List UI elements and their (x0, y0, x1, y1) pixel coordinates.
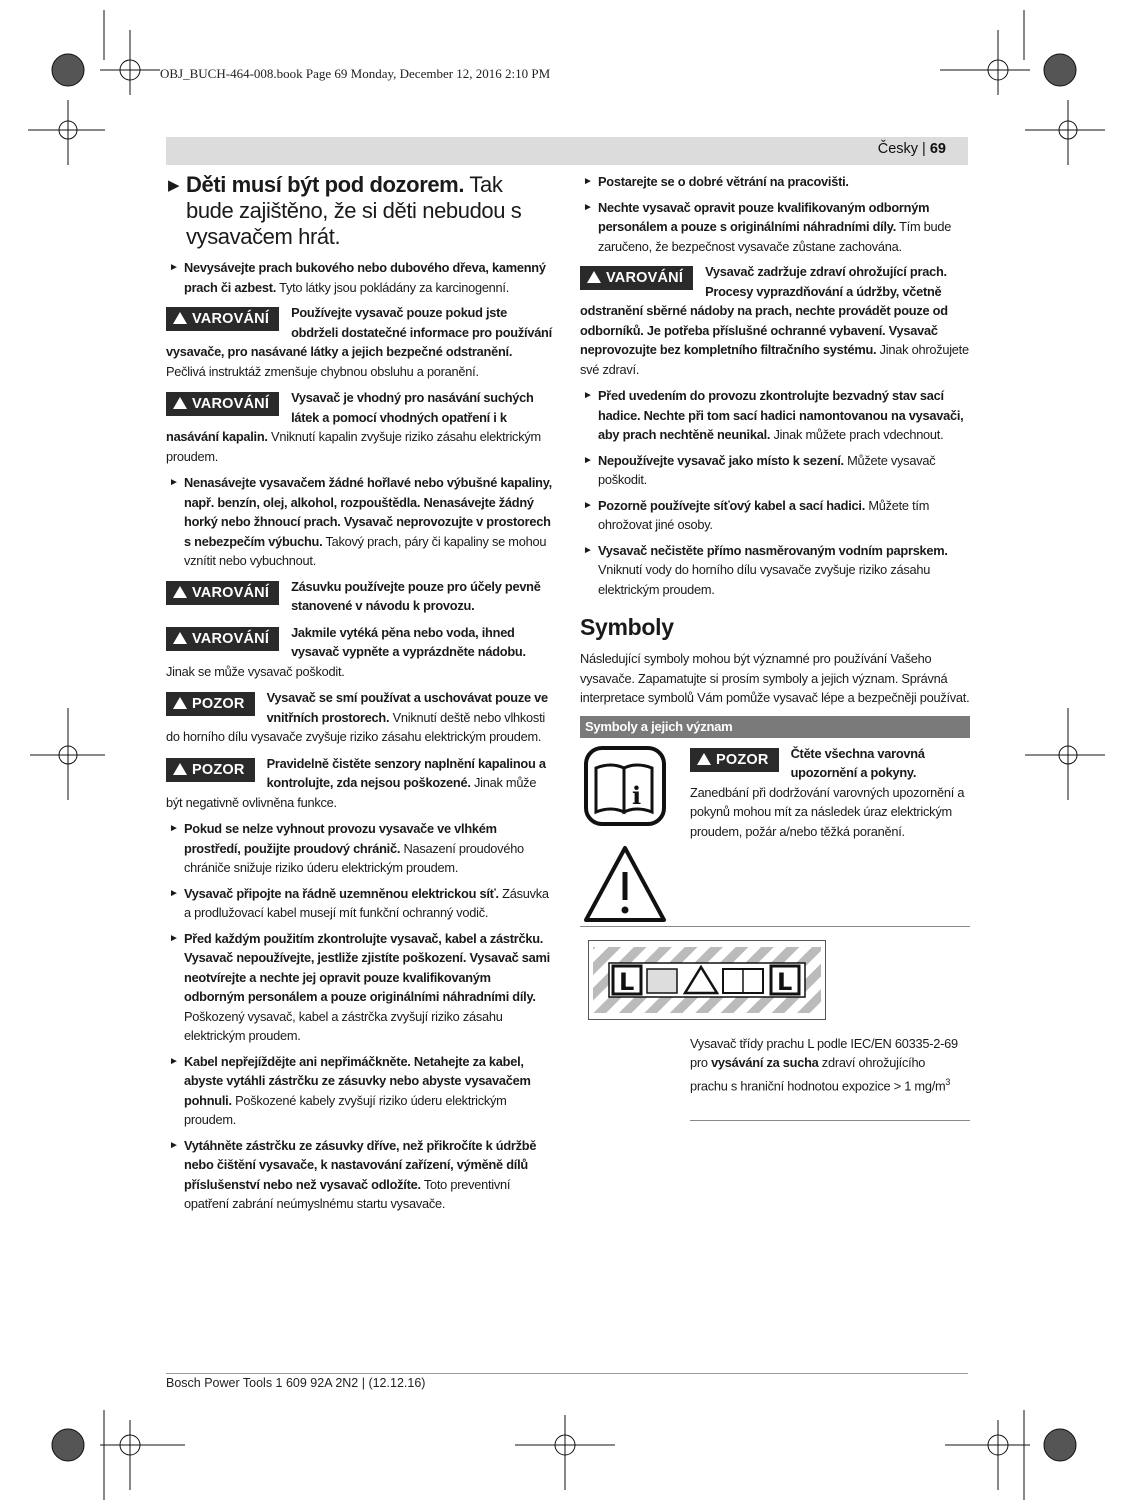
badge-label: VAROVÁNÍ (192, 584, 270, 601)
badge-label: POZOR (192, 696, 245, 712)
warning-badge (166, 307, 279, 331)
bullet-flammable: ► Nenasávejte vysavačem žádné hořlavé nebo výbušné kapaliny, např. benzín, olej, alkohol, rozpouštědla. Nenasávejte žádný horký nebo žhnoucí prach. Vysavač neprovozujte v prostorech s nebezpečím výbuchu. Takový prach, páry či kapaliny se mohou vznítit nebo vybuchnout. (169, 475, 552, 568)
badge-label: VAROVÁNÍ (192, 396, 270, 412)
text: Tím bude zaručeno, že bezpečnost vysavače zůstane zachována. (598, 219, 952, 254)
warning-triangle-icon (587, 271, 601, 283)
bold-text: Pravidelně čistěte senzory naplnění kapalinou a kontrolujte, zda nejsou poškozené. (266, 755, 546, 790)
symbol-icons (580, 744, 680, 930)
bullet-no-sitting: ► Nepoužívejte vysavač jako místo k sezení. Můžete vysavač poškodit. (583, 452, 936, 487)
text: Jinak může být negativně ovlivněna funkce. (166, 775, 537, 810)
warning-block (166, 388, 554, 466)
text: Jinak můžete prach vdechnout. (770, 427, 944, 442)
manual-and-warning-icons (580, 744, 672, 924)
text: Tyto látky jsou pokládány za karcinogenní. (276, 279, 510, 295)
symbol-row-dust-class (580, 932, 970, 1124)
caution-badge (166, 692, 255, 716)
book-left-page-icon (596, 765, 624, 812)
bullet-no-water-jet: ► Vysavač nečistěte přímo nasměrovaným vodním paprskem. Vniknutí vody do horního dílu vysavače zvyšuje riziko zásahu elektrickým proudem. (583, 542, 948, 597)
text: Tak bude zajištěno, že si děti nebudou s vysavačem hrát. (186, 172, 522, 249)
bold-text: Pokud se nelze vyhnout provozu vysavače ve vlhkém prostředí, použijte proudový chránič. (184, 821, 497, 856)
bold-text: Vysavač se smí používat a uschovávat pouze ve vnitřních prostorech. (266, 690, 548, 725)
bullet-check-before-use: ► Před každým použitím zkontrolujte vysavač, kabel a zástrčku. Vysavač nepoužívejte, jestliže zjistíte poškození. Vysavač sami neotvírejte a nechte jej opravit pouze kvalifikovaným odborným personálem a pouze originálními náhradními díly. Poškozený vysavač, kabel a zástrčka zvyšují riziko zásahu elektrickým proudem. (169, 930, 550, 1043)
symbol-row-read-instructions (580, 744, 970, 924)
warning-triangle-icon (697, 753, 711, 765)
text: Toto preventivní opatření zabrání neúmyslnému startu vysavače. (184, 1176, 511, 1211)
text: Vniknutí deště nebo vlhkosti do horního dílu vysavače zvyšuje riziko zásahu elektrickým proudem. (166, 709, 545, 744)
text: Takový prach, páry či kapaliny se mohou vznítit nebo vybuchnout. (184, 533, 547, 568)
text: Nasazení proudového chrániče snižuje riziko úderu elektrickým proudem. (184, 840, 524, 875)
text: Jinak se může vysavač poškodit. (166, 663, 345, 679)
warning-block (166, 623, 554, 682)
symbols-intro: Následující symboly mohou být významné pro používání Vašeho vysavače. Zapamatujte si prosím symboly a jejich význam. Správná interpretace symbolů Vám pomůže vysavač lépe a bezpečněji používat. (580, 651, 970, 705)
symbols-heading: Symboly (580, 614, 674, 640)
bold-text: Vysavač připojte na řádně uzemněnou elektrickou síť. (184, 885, 499, 901)
warning-triangle-icon (173, 763, 187, 775)
bullet-ventilation: ► Postarejte se o dobré větrání na pracovišti. (583, 174, 849, 189)
header-language: Česky (877, 141, 919, 157)
dust-class-label (588, 940, 826, 1020)
badge-label: POZOR (192, 761, 245, 778)
text: Vniknutí kapalin zvyšuje riziko zásahu elektrickým proudem. (166, 429, 541, 464)
text: Zanedbání při dodržování varovných upozornění a pokynů mohou mít za následek úraz elektrickým proudem, požár a/nebo těžká poranění. (690, 784, 965, 839)
bold-text: Používejte vysavač pouze pokud jste obdrželi dostatečné informace pro používání vysavače, pro nasávané látky a jejich bezpečné odstranění. (166, 305, 552, 359)
badge-label: POZOR (716, 751, 769, 768)
bold-text: Vysavač je vhodný pro nasávání suchých látek a pomocí vhodných opatření i k nasávání kapalin. (166, 390, 534, 444)
bullet-no-dust: ► Nevysávejte prach bukového nebo dubového dřeva, kamenný prach či azbest. Tyto látky jsou pokládány za karcinogenní. (169, 260, 546, 295)
warning-triangle-icon (173, 586, 187, 598)
bold-text: Postarejte se o dobré větrání na pracovišti. (598, 174, 849, 189)
children-supervision-bullet: ▶ Děti musí být pod dozorem. Tak bude zajištěno, že si děti nebudou s vysavačem hrát. (168, 172, 522, 249)
text: zdraví ohrožujícího prachu s hraniční hodnotou expozice > 1 mg/m (690, 1055, 946, 1093)
bold-text: Kabel nepřejíždějte ani nepřimáčkněte. Netahejte za kabel, abyste vytáhli zástrčku ze zásuvky nebo abyste vysavačem pohnuli. (184, 1053, 531, 1108)
warning-badge (166, 392, 279, 416)
footer: Bosch Power Tools 1 609 92A 2N2 | (12.12.16) (166, 1376, 426, 1390)
warning-triangle-icon (173, 312, 187, 324)
page-header: Česky | 69 (877, 141, 946, 157)
bullet-rcd: ► Pokud se nelze vyhnout provozu vysavače ve vlhkém prostředí, použijte proudový chránič. Nasazení proudového chrániče snižuje riziko úderu elektrickým proudem. (169, 821, 524, 875)
dust-class-text (690, 1034, 960, 1096)
warning-badge (580, 266, 693, 290)
warning-block (166, 303, 554, 381)
print-slug: OBJ_BUCH-464-008.book Page 69 Monday, December 12, 2016 2:10 PM (160, 66, 551, 81)
caution-block (166, 754, 554, 813)
dust-letter-left: L (619, 967, 635, 996)
text: Vniknutí vody do horního dílu vysavače zvyšuje riziko zásahu elektrickým proudem. (598, 562, 931, 597)
footer-rule (166, 1373, 968, 1374)
warning-triangle-icon (173, 397, 187, 409)
bold-text: Vysavač zadržuje zdraví ohrožující prach. Procesy vyprazdňování a údržby, včetně odstranění sběrné nádoby na prach, nechte provádět pouze od odborníků. Je potřeba příslušné ochranné vybavení. Vysavač neprovozujte bez kompletního filtračního systému. (580, 264, 948, 357)
caution-badge (690, 748, 779, 772)
bullet-earthed: ► Vysavač připojte na řádně uzemněnou elektrickou síť. Zásuvka a prodlužovací kabel musejí mít funkční ochranný vodič. (169, 885, 549, 920)
text: Jinak ohrožujete své zdraví. (580, 342, 969, 377)
right-column (580, 172, 970, 1124)
separator (690, 1120, 970, 1121)
bold-text: Nepoužívejte vysavač jako místo k sezení. (598, 452, 844, 468)
text: Zásuvka a prodlužovací kabel musejí mít funkční ochranný vodič. (184, 885, 549, 920)
bold-text: Děti musí být pod dozorem. (186, 172, 465, 197)
bullet-cable: ► Kabel nepřejíždějte ani nepřimáčkněte. Netahejte za kabel, abyste vytáhli zástrčku ze zásuvky nebo abyste vysavačem pohnuli. Poškozené kabely zvyšují riziko úderu elektrickým proudem. (169, 1053, 531, 1127)
bold-text: Vytáhněte zástrčku ze zásuvky dříve, než přikročíte k údržbě nebo čištění vysavače, k nastavování zařízení, výměně dílů příslušenství nebo než vysavač odložíte. (184, 1137, 537, 1192)
bold-text: Nenasávejte vysavačem žádné hořlavé nebo výbušné kapaliny, např. benzín, olej, alkohol, rozpouštědla. Nenasávejte žádný horký nebo žhnoucí prach. Vysavač neprovozujte v prostorech s nebezpečím výbuchu. (184, 475, 552, 549)
bold-text: Jakmile vytéká pěna nebo voda, ihned vysavač vypněte a vyprázdněte nádobu. (291, 624, 526, 659)
bullet-careful-cable: ► Pozorně používejte síťový kabel a sací hadici. Můžete tím ohrožovat jiné osoby. (583, 497, 930, 532)
bold-text: Čtěte všechna varovná upozornění a pokyny. (790, 745, 925, 780)
symbols-table-heading: Symboly a jejich význam (580, 716, 970, 738)
text: Poškozené kabely zvyšují riziko úderu elektrickým proudem. (184, 1092, 507, 1127)
superscript: 3 (945, 1076, 951, 1087)
warning-triangle-icon (173, 697, 187, 709)
separator (580, 926, 970, 927)
text: Můžete tím ohrožovat jiné osoby. (598, 497, 930, 532)
dust-letter-right: L (777, 967, 793, 996)
caution-badge (166, 758, 255, 782)
bold-text: Vysavač nečistěte přímo nasměrovaným vodním paprskem. (598, 542, 948, 558)
left-column (166, 172, 554, 1220)
text: Poškozený vysavač, kabel a zástrčka zvyšují riziko zásahu elektrickým proudem. (184, 1008, 503, 1043)
badge-label: VAROVÁNÍ (606, 270, 684, 286)
text: Pečlivá instruktáž zmenšuje chybnou obsluhu a poranění. (166, 363, 479, 379)
bullet-hose-check: ► Před uvedením do provozu zkontrolujte bezvadný stav sací hadice. Nechte při tom sací hadici namontovanou na vysavači, aby prach nechtěně neunikal. Jinak můžete prach vdechnout. (583, 388, 964, 442)
bold-text: Před každým použitím zkontrolujte vysavač, kabel a zástrčku. Vysavač nepoužívejte, jestliže zjistíte poškození. Vysavač sami neotvírejte a nechte jej opravit pouze kvalifikovaným odborným personálem a pouze originálními náhradními díly. (184, 930, 550, 1004)
warning-badge (166, 627, 279, 651)
bold-text: Nevysávejte prach bukového nebo dubového dřeva, kamenný prach či azbest. (184, 260, 546, 295)
bold-text: Pozorně používejte síťový kabel a sací hadici. (598, 497, 866, 513)
bullet-repair: ► Nechte vysavač opravit pouze kvalifikovaným odborným personálem a pouze s originálními náhradními díly. Tím bude zaručeno, že bezpečnost vysavače zůstane zachována. (583, 199, 952, 254)
page-number: 69 (929, 141, 946, 157)
dust-class-l-icon (589, 941, 825, 1019)
page-header-bar (166, 137, 968, 165)
bold-text: Zásuvku používejte pouze pro účely pevně stanovené v návodu k provozu. (291, 578, 541, 613)
info-letter: i (632, 780, 641, 810)
bold-text: vysávání za sucha (711, 1055, 819, 1070)
bullet-unplug: ► Vytáhněte zástrčku ze zásuvky dříve, než přikročíte k údržbě nebo čištění vysavače, k nastavování zařízení, výměně dílů příslušenství nebo než vysavač odložíte. Toto preventivní opatření zabrání neúmyslnému startu vysavače. (169, 1137, 537, 1211)
bold-text: Před uvedením do provozu zkontrolujte bezvadný stav sací hadice. Nechte při tom sací hadici namontovanou na vysavači, aby prach nechtěně neunikal. (598, 388, 964, 442)
warning-block (166, 577, 554, 616)
caution-block (166, 688, 554, 747)
text: Vysavač třídy prachu L podle IEC/EN 60335-2-69 pro (690, 1035, 958, 1070)
badge-label: VAROVÁNÍ (192, 311, 270, 327)
warning-triangle-icon (173, 632, 187, 644)
warning-block (580, 262, 970, 379)
warning-badge (166, 581, 279, 605)
symbol-text (690, 744, 970, 842)
badge-label: VAROVÁNÍ (192, 630, 270, 647)
text: Můžete vysavač poškodit. (598, 452, 936, 487)
bold-text: Nechte vysavač opravit pouze kvalifikovaným odborným personálem a pouze s originálními náhradními díly. (598, 199, 930, 234)
